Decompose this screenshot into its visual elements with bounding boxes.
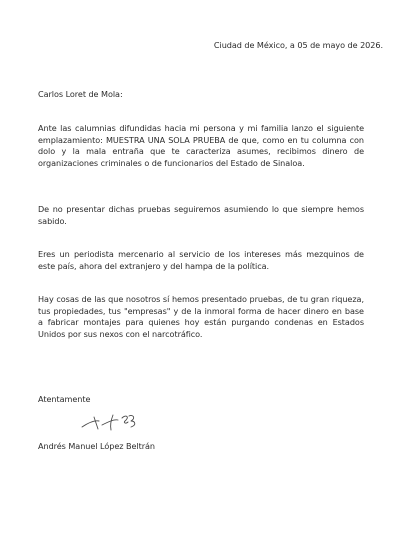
recipient-salutation: Carlos Loret de Mola: xyxy=(38,89,123,99)
paragraph-no-evidence: De no presentar dichas pruebas seguiremos asumiendo lo que siempre hemos sabido. xyxy=(38,204,364,226)
closing-line: Atentamente xyxy=(38,394,91,404)
paragraph-mercenary: Eres un periodista mercenario al servicio de los intereses más mezquinos de este país, ahora del extranjero y del hampa de la política. xyxy=(38,249,364,271)
paragraph-evidence: Hay cosas de las que nosotros sí hemos presentado pruebas, de tu gran riqueza, tus propiedades, tus "empresas" y de la inmoral forma de hacer dinero en base a fabricar montajes para quienes hoy están purgando condenas en Estados Unidos por sus nexos con el narcotráfico. xyxy=(38,294,364,340)
paragraph-challenge: Ante las calumnias difundidas hacia mi persona y mi familia lanzo el siguiente emplazamiento: MUESTRA UNA SOLA PRUEBA de que, como en tu columna con dolo y la mala entraña que te caracteriza asumes, recibimos dinero de organizaciones criminales o de funcionarios del Estado de Sinaloa. xyxy=(38,123,364,169)
handwritten-signature xyxy=(80,408,144,432)
signer-name: Andrés Manuel López Beltrán xyxy=(38,441,156,451)
date-line: Ciudad de México, a 05 de mayo de 2026. xyxy=(213,40,383,50)
